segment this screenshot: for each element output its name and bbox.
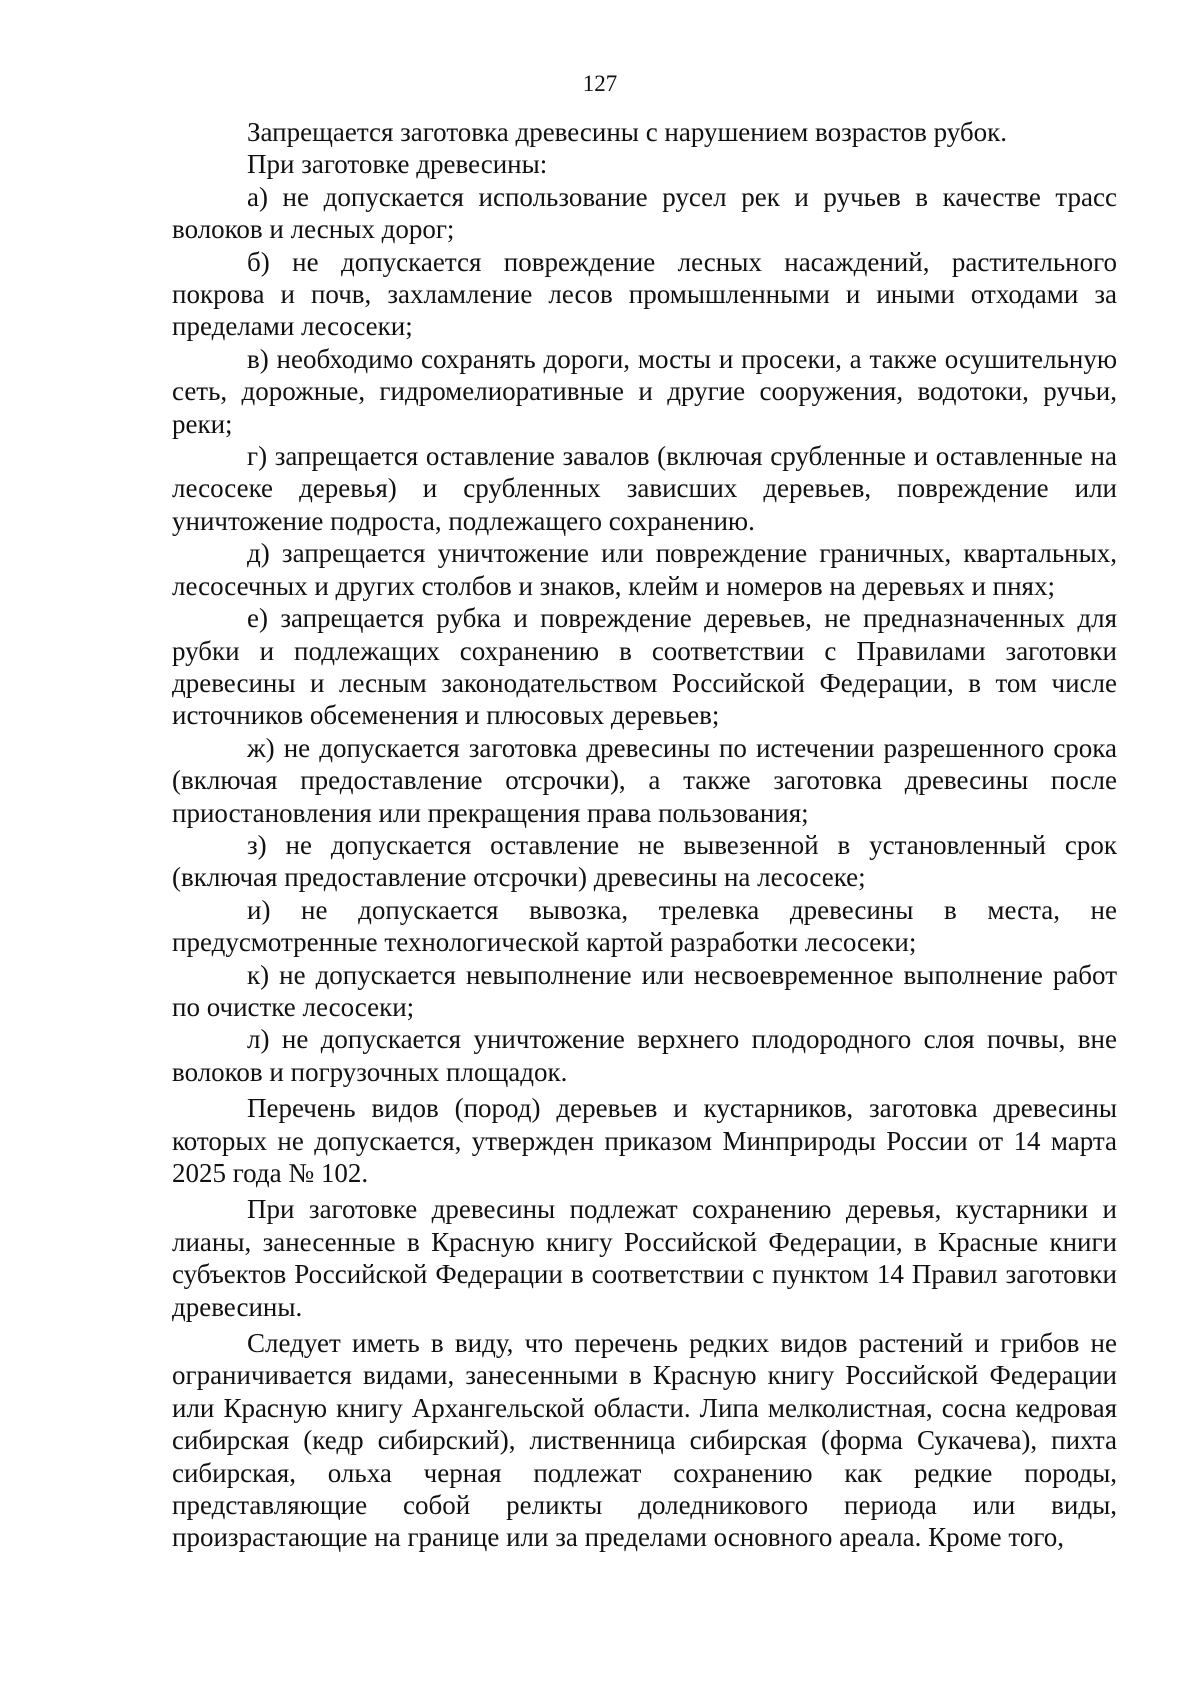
list-item-d: д) запрещается уничтожение или повреждение граничных, квартальных, лесосечных и других столбов и знаков, клейм и номеров на деревьях и пнях; [172, 538, 1117, 601]
list-item-e: е) запрещается рубка и повреждение деревьев, не предназначенных для рубки и подлежащих сохранению в соответствии с Правилами заготовки древесины и лесным законодательством Российской Федерации, в том числе источников обсеменения и плюсовых деревьев; [172, 603, 1117, 731]
paragraph-age-restriction: Запрещается заготовка древесины с нарушением возрастов рубок. [247, 117, 1008, 147]
list-item-b: б) не допускается повреждение лесных насаждений, растительного покрова и почв, захламление лесов промышленными и иными отходами за пределами лесосеки; [172, 246, 1117, 342]
paragraph-red-book: При заготовке древесины подлежат сохранению деревья, кустарники и лианы, занесенные в Красную книгу Российской Федерации, в Красные книги субъектов Российской Федерации в соответствии с пунктом 14 Правил заготовки древесины. [172, 1194, 1117, 1322]
paragraph-rare-species: Следует иметь в виду, что перечень редких видов растений и грибов не ограничивается видами, занесенными в Красную книгу Российской Федерации или Красную книгу Архангельской области. Липа мелколистная, сосна кедровая сибирская (кедр сибирский), лиственница сибирская (форма Сукачева), пихта сибирская, ольха черная подлежат сохранению как редкие породы, представляющие собой реликты доледникового периода или виды, произрастающие на границе или за пределами основного ареала. Кроме того, [172, 1328, 1117, 1553]
list-item-k: к) не допускается невыполнение или несвоевременное выполнение работ по очистке лесосеки; [172, 959, 1117, 1022]
document-body [172, 116, 1117, 1554]
list-item-z: з) не допускается оставление не вывезенной в установленный срок (включая предоставление отсрочки) древесины на лесосеке; [172, 829, 1117, 893]
list-item-i: и) не допускается вывозка, трелевка древесины в места, не предусмотренные технологической картой разработки лесосеки; [172, 894, 1117, 958]
list-item-a: а) не допускается использование русел рек и ручьев в качестве трасс волоков и лесных дорог; [172, 181, 1117, 245]
list-item-l: л) не допускается уничтожение верхнего плодородного слоя почвы, вне волоков и погрузочных площадок. [172, 1024, 1117, 1087]
list-item-v: в) необходимо сохранять дороги, мосты и просеки, а также осушительную сеть, дорожные, гидромелиоративные и другие сооружения, водотоки, ручьи, реки; [172, 343, 1117, 439]
paragraph-harvest-intro: При заготовке древесины: [247, 149, 548, 180]
paragraph-species-list: Перечень видов (пород) деревьев и кустарников, заготовка древесины которых не допускается, утвержден приказом Минприроды России от 14 марта 2025 года № 102. [172, 1093, 1117, 1188]
page-number: 127 [582, 71, 618, 96]
list-item-g: г) запрещается оставление завалов (включая срубленные и оставленные на лесосеке деревья) и срубленных зависших деревьев, повреждение или уничтожение подроста, подлежащего сохранению. [172, 441, 1117, 536]
list-item-zh: ж) не допускается заготовка древесины по истечении разрешенного срока (включая предоставление отсрочки), а также заготовка древесины после приостановления или прекращения права пользования; [172, 732, 1117, 828]
